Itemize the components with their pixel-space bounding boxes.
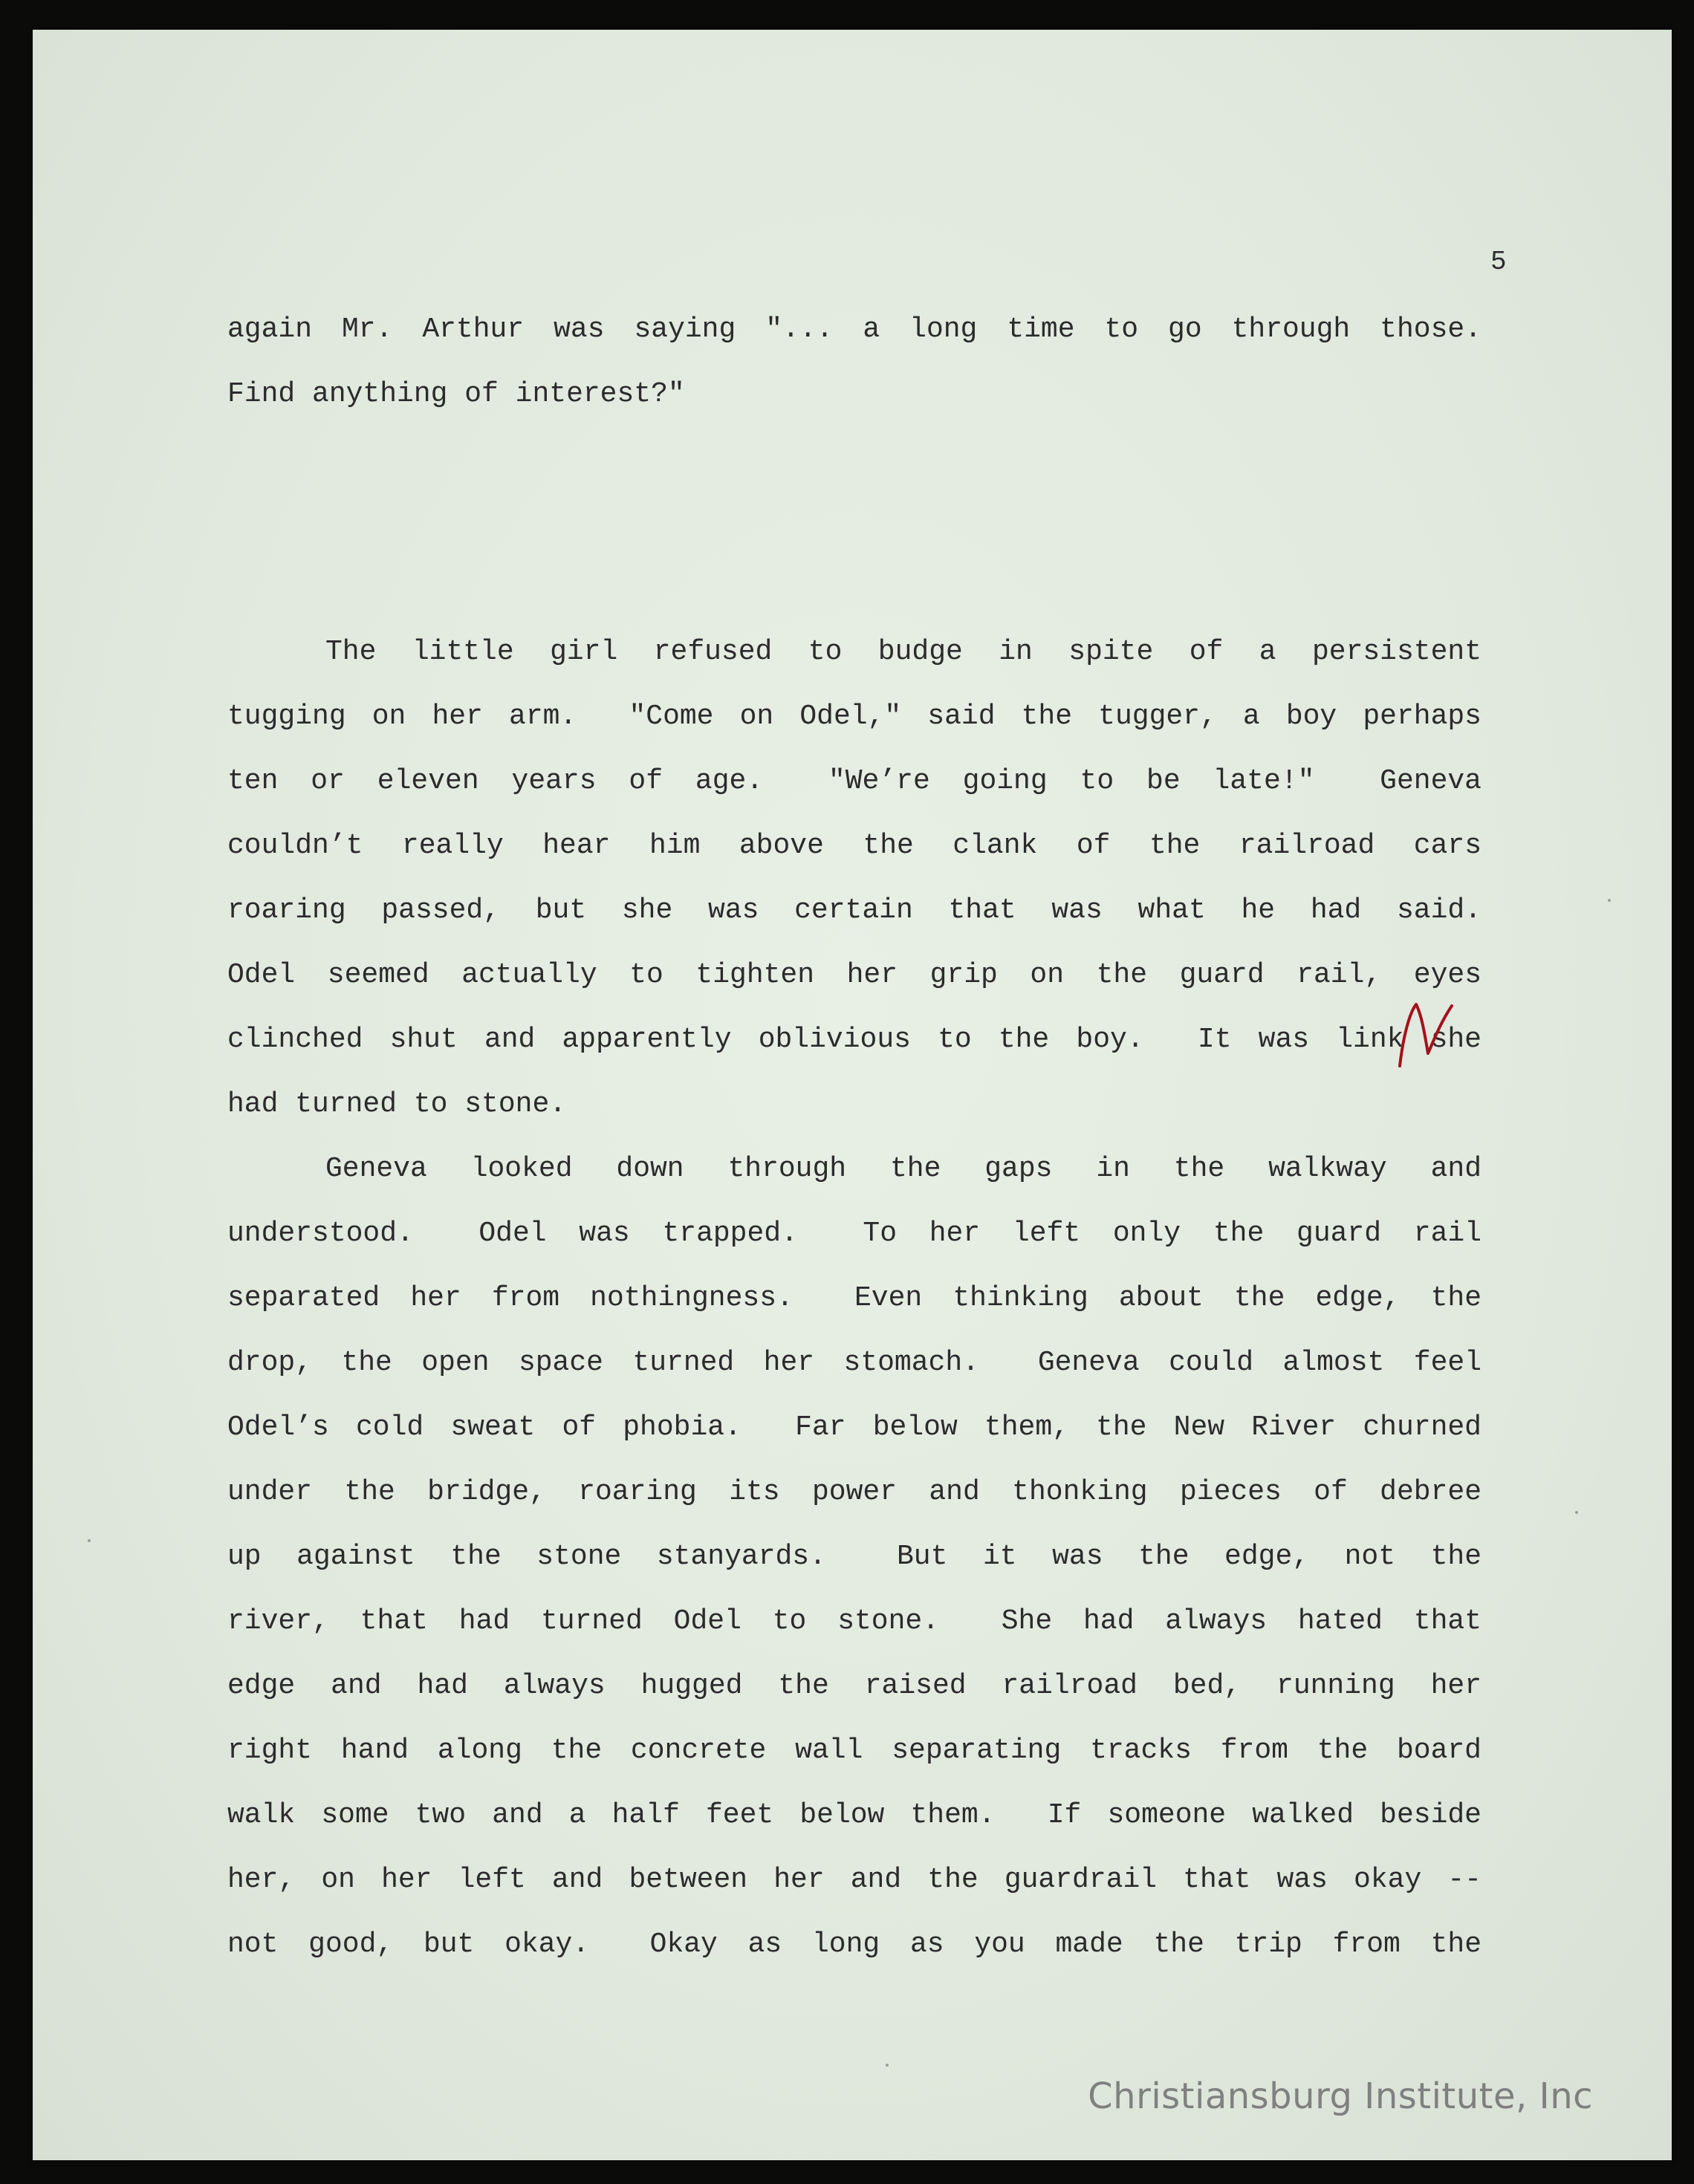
text-line: separated her from nothingness. Even thinking about the edge, the (227, 1282, 1482, 1314)
text-line: tugging on her arm. "Come on Odel," said the tugger, a boy perhaps (227, 701, 1482, 732)
text-line: drop, the open space turned her stomach. Geneva could almost feel (227, 1347, 1482, 1379)
text-line: Odel’s cold sweat of phobia. Far below them, the New River churned (227, 1411, 1482, 1443)
paper-speck (1608, 899, 1611, 902)
handwritten-correction-mark (1392, 995, 1459, 1077)
text-line: understood. Odel was trapped. To her left only the guard rail (227, 1218, 1482, 1249)
document-page (33, 30, 1672, 2160)
text-line: clinched shut and apparently oblivious to the boy. It was link she (227, 1024, 1482, 1056)
paper-speck (88, 1539, 91, 1542)
text-line: not good, but okay. Okay as long as you made the trip from the (227, 1928, 1482, 1960)
text-line: Find anything of interest?" (227, 378, 685, 410)
main-text (227, 620, 1482, 1977)
text-line: roaring passed, but she was certain that was what he had said. (227, 894, 1482, 926)
text-line: right hand along the concrete wall separating tracks from the board (227, 1735, 1482, 1767)
text-line: her, on her left and between her and the guardrail that was okay -- (227, 1864, 1482, 1896)
paper-speck (886, 2064, 889, 2067)
text-line: ten or eleven years of age. "We’re going to be late!" Geneva (227, 765, 1482, 797)
text-line: couldn’t really hear him above the clank of the railroad cars (227, 830, 1482, 862)
text-line: edge and had always hugged the raised railroad bed, running her (227, 1670, 1482, 1702)
text-line: walk some two and a half feet below them. If someone walked beside (227, 1799, 1482, 1831)
top-paragraph (227, 297, 1482, 426)
watermark: Christiansburg Institute, Inc (1088, 2076, 1593, 2117)
text-line: again Mr. Arthur was saying "... a long time to go through those. (227, 313, 1482, 345)
text-line: had turned to stone. (227, 1088, 567, 1120)
text-line: The little girl refused to budge in spite of a persistent (325, 636, 1482, 668)
text-line: under the bridge, roaring its power and thonking pieces of debree (227, 1476, 1482, 1508)
text-line: river, that had turned Odel to stone. She had always hated that (227, 1605, 1482, 1637)
paper-speck (1575, 1511, 1578, 1514)
text-line: up against the stone stanyards. But it was the edge, not the (227, 1541, 1482, 1573)
text-line: Odel seemed actually to tighten her grip on the guard rail, eyes (227, 959, 1482, 991)
page-number: 5 (1490, 247, 1507, 277)
text-line: Geneva looked down through the gaps in the walkway and (325, 1153, 1482, 1185)
